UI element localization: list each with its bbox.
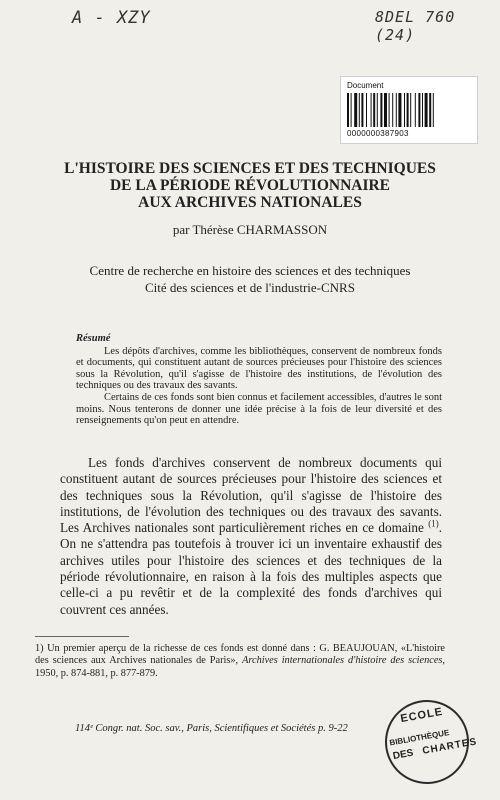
article-title <box>0 160 500 211</box>
handwritten-shelfmark-right: 8DEL 760 (24) <box>375 8 456 44</box>
footnote-divider <box>35 636 129 637</box>
title-line: DE LA PÉRIODE RÉVOLUTIONNAIRE <box>109 177 391 194</box>
page-footer: 114ᵉ Congr. nat. Soc. sav., Paris, Scientifiques et Sociétés p. 9-22 <box>75 723 348 734</box>
title-line: AUX ARCHIVES NATIONALES <box>138 194 362 211</box>
affiliation-line: Centre de recherche en histoire des sciences et des techniques <box>89 263 411 278</box>
body-text <box>60 455 442 618</box>
barcode-icon <box>347 93 471 127</box>
body-paragraph <box>60 455 442 618</box>
affiliation-line: Cité des sciences et de l'industrie-CNRS <box>145 280 355 295</box>
footnote <box>35 643 445 680</box>
handwritten-shelfmark-left: A - XZY <box>72 8 151 28</box>
stamp-ring <box>378 693 479 790</box>
barcode-caption: Document <box>347 81 384 90</box>
stamp-text: CHARTES <box>421 736 479 757</box>
footnote-reference[interactable]: (1) <box>428 518 439 529</box>
footnote-pages: , 1950, p. 874-881, p. 877-879. <box>35 655 445 679</box>
abstract <box>76 333 442 427</box>
abstract-paragraph: Les dépôts d'archives, comme les bibliothèques, conservent de nombreux fonds et documents, qui constituent autant de sources précieuses pour l'histoire des sciences sous la Révolution, qu'il s'agisse de l'histoire des institutions, de l'évolution des techniques ou des travaux des savants. <box>76 345 442 392</box>
footnote-journal: Archives internationales d'histoire des sciences <box>242 655 443 667</box>
title-line: L'HISTOIRE DES SCIENCES ET DES TECHNIQUES <box>64 160 436 177</box>
barcode-label <box>340 76 478 144</box>
body-text-part: Les fonds d'archives conservent de nombreux documents qui constituent autant de sources précieuses pour l'histoire des sciences et des techniques sous la Révolution, qu'il s'agisse de l'histoire des institutions, de l'évolution des techniques ou des travaux des savants. Les Archives nationales sont particulièrement riches en ce domaine <box>60 455 442 536</box>
abstract-paragraph: Certains de ces fonds sont bien connus et facilement accessibles, d'autres le sont moins. Nous tenterons de donner une idée précise à la fois de leur diversité et des renseignements qu'on peut en attendre. <box>76 391 442 427</box>
author-line: par Thérèse CHARMASSON <box>172 222 328 237</box>
abstract-heading: Résumé <box>76 333 111 344</box>
body-text-part: . On ne s'attendra pas toutefois à trouver ici un inventaire exhaustif des archives utiles pour l'histoire des sciences et des techniques de la période révolutionnaire, en raison à la fois des multiples aspects que celle-ci a pu revêtir et de la complexité des fonds d'archives qui couvrent ces années. <box>60 520 442 617</box>
stamp-text: BIBLIOTHÈQUE <box>388 728 450 748</box>
stamp-text: DES <box>392 747 415 763</box>
stamp-text: ECOLE <box>399 705 444 726</box>
affiliation <box>0 262 500 296</box>
library-stamp <box>383 698 479 784</box>
barcode-number: 0000000387903 <box>347 129 409 138</box>
footnote-text: 1) Un premier aperçu de la richesse de ces fonds est donné dans : G. BEAUJOUAN, «L'histoire des sciences aux Archives nationales de Paris», <box>35 643 445 667</box>
